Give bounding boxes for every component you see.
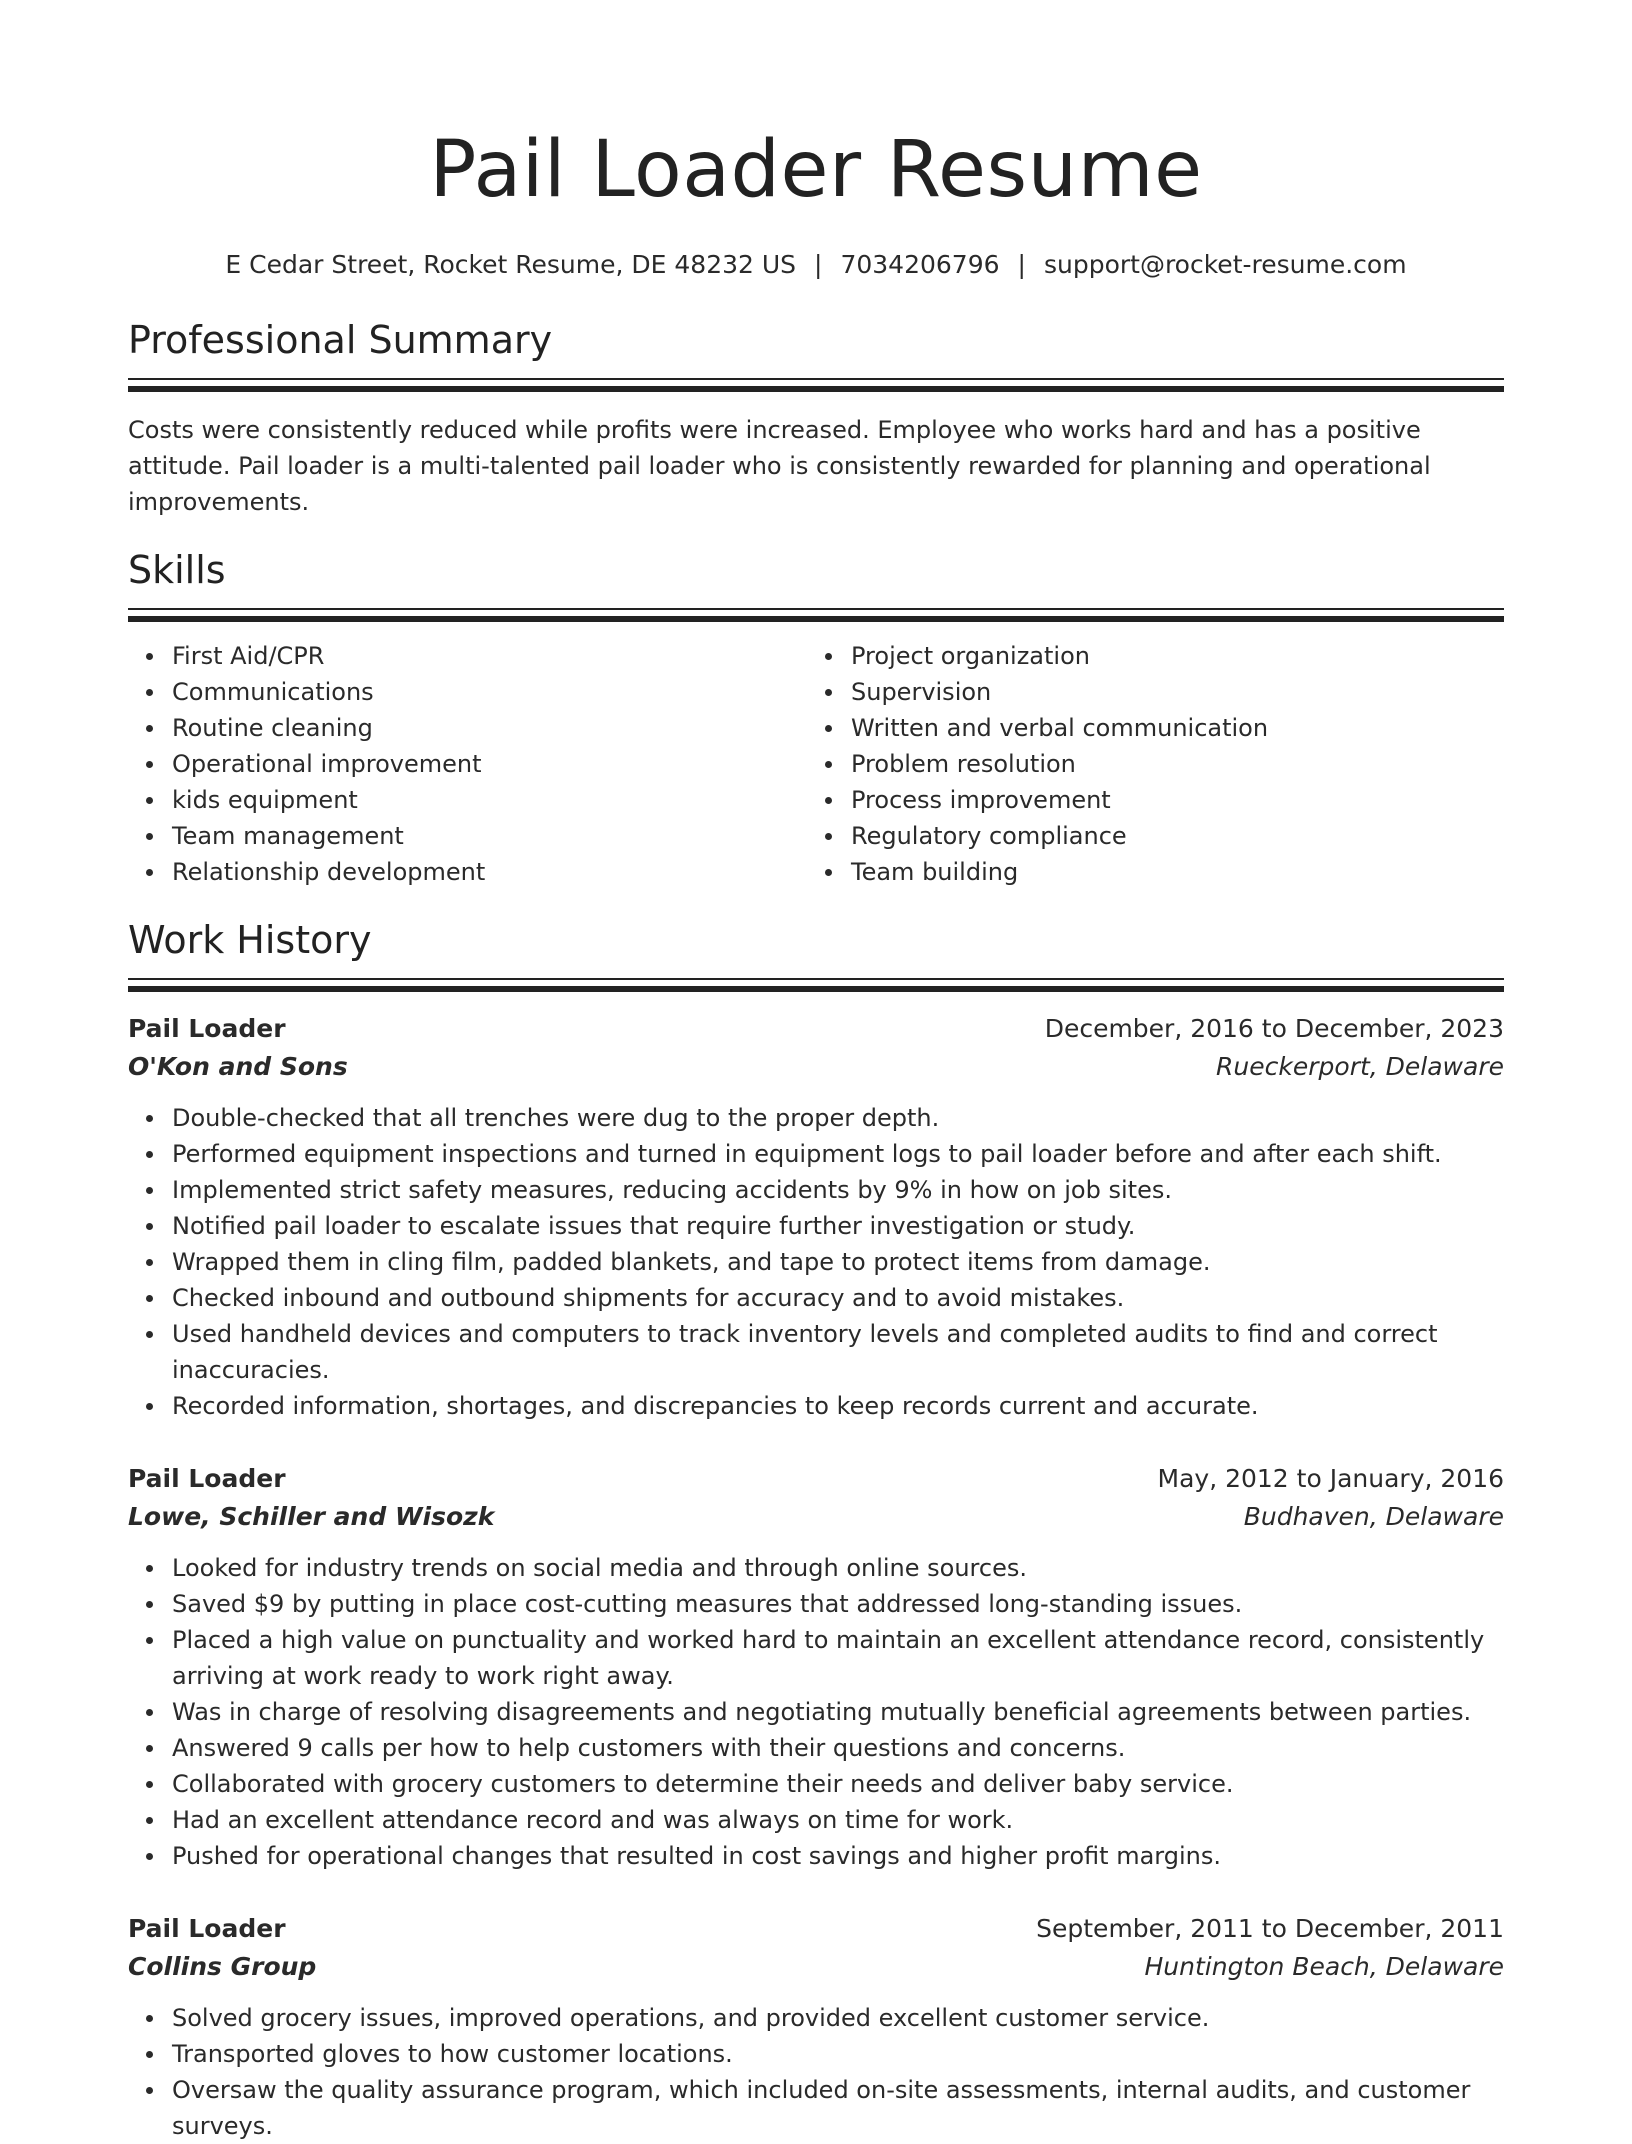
job-title: Pail Loader xyxy=(128,1914,286,1943)
job-bullets xyxy=(128,2000,1504,2144)
contact-line xyxy=(128,248,1504,282)
job-entry xyxy=(128,1460,1504,1874)
job-bullet: Was in charge of resolving disagreements and negotiating mutually beneficial agreements between parties. xyxy=(172,1694,1504,1730)
contact-separator: | xyxy=(1017,250,1026,279)
job-bullet: Answered 9 calls per how to help customers with their questions and concerns. xyxy=(172,1730,1504,1766)
job-dates: May, 2012 to January, 2016 xyxy=(1157,1464,1504,1493)
skills-heading: Skills xyxy=(128,548,226,592)
skill-item: Process improvement xyxy=(851,782,1486,818)
job-header-row xyxy=(128,1460,1504,1498)
job-bullets xyxy=(128,1550,1504,1874)
job-bullet: Placed a high value on punctuality and worked hard to maintain an excellent attendance record, consistently arriving at work ready to work right away. xyxy=(172,1622,1504,1694)
section-divider xyxy=(128,608,1504,622)
skill-item: Operational improvement xyxy=(172,746,807,782)
section-divider xyxy=(128,978,1504,992)
contact-separator: | xyxy=(814,250,823,279)
skill-item: Problem resolution xyxy=(851,746,1486,782)
job-bullet: Solved grocery issues, improved operations, and provided excellent customer service. xyxy=(172,2000,1504,2036)
job-company: O'Kon and Sons xyxy=(128,1052,348,1081)
skills-columns xyxy=(128,638,1504,890)
summary-heading: Professional Summary xyxy=(128,318,553,362)
job-company-row xyxy=(128,1498,1504,1536)
job-bullet: Pushed for operational changes that resulted in cost savings and higher profit margins. xyxy=(172,1838,1504,1874)
skill-item: First Aid/CPR xyxy=(172,638,807,674)
skill-item: Communications xyxy=(172,674,807,710)
skill-item: Regulatory compliance xyxy=(851,818,1486,854)
skills-section xyxy=(128,546,1504,890)
skill-item: Written and verbal communication xyxy=(851,710,1486,746)
job-bullet: Had an excellent attendance record and was always on time for work. xyxy=(172,1802,1504,1838)
skill-item: Relationship development xyxy=(172,854,807,890)
job-bullet: Notified pail loader to escalate issues that require further investigation or study. xyxy=(172,1208,1504,1244)
job-bullet: Transported gloves to how customer locations. xyxy=(172,2036,1504,2072)
job-dates: December, 2016 to December, 2023 xyxy=(1044,1014,1504,1043)
skill-item: Project organization xyxy=(851,638,1486,674)
address-text: E Cedar Street, Rocket Resume, DE 48232 US xyxy=(225,250,797,279)
job-bullet: Recorded information, shortages, and discrepancies to keep records current and accurate. xyxy=(172,1388,1504,1424)
job-company: Lowe, Schiller and Wisozk xyxy=(128,1502,495,1531)
summary-text: Costs were consistently reduced while profits were increased. Employee who works hard and has a positive attitude. Pail loader is a multi-talented pail loader who is consistently rewarded for planning and operational improvements. xyxy=(128,416,1431,516)
skill-item: Team management xyxy=(172,818,807,854)
work-history-heading: Work History xyxy=(128,918,372,962)
job-company-row xyxy=(128,1948,1504,1986)
resume-title: Pail Loader Resume xyxy=(429,125,1203,215)
job-bullet: Implemented strict safety measures, reducing accidents by 9% in how on job sites. xyxy=(172,1172,1504,1208)
skills-list-right xyxy=(807,638,1486,890)
work-history-section xyxy=(128,916,1504,2144)
job-bullet: Wrapped them in cling film, padded blankets, and tape to protect items from damage. xyxy=(172,1244,1504,1280)
job-title: Pail Loader xyxy=(128,1014,286,1043)
email-text: support@rocket-resume.com xyxy=(1043,250,1407,279)
resume-page xyxy=(128,0,1504,2144)
job-entry xyxy=(128,1910,1504,2144)
summary-section xyxy=(128,316,1504,520)
job-company-row xyxy=(128,1048,1504,1086)
skill-item: Routine cleaning xyxy=(172,710,807,746)
job-location: Huntington Beach, Delaware xyxy=(1144,1952,1504,1981)
phone-text: 7034206796 xyxy=(840,250,1000,279)
job-header-row xyxy=(128,1910,1504,1948)
job-bullet: Checked inbound and outbound shipments for accuracy and to avoid mistakes. xyxy=(172,1280,1504,1316)
job-bullet: Saved $9 by putting in place cost-cutting measures that addressed long-standing issues. xyxy=(172,1586,1504,1622)
job-bullet: Collaborated with grocery customers to determine their needs and deliver baby service. xyxy=(172,1766,1504,1802)
skill-item: Team building xyxy=(851,854,1486,890)
job-header-row xyxy=(128,1010,1504,1048)
job-company: Collins Group xyxy=(128,1952,317,1981)
job-title: Pail Loader xyxy=(128,1464,286,1493)
job-bullet: Oversaw the quality assurance program, which included on-site assessments, internal audits, and customer surveys. xyxy=(172,2072,1504,2144)
job-entry xyxy=(128,1010,1504,1424)
job-bullet: Used handheld devices and computers to track inventory levels and completed audits to find and correct inaccuracies. xyxy=(172,1316,1504,1388)
job-bullet: Performed equipment inspections and turned in equipment logs to pail loader before and after each shift. xyxy=(172,1136,1504,1172)
job-location: Rueckerport, Delaware xyxy=(1216,1052,1504,1081)
job-location: Budhaven, Delaware xyxy=(1243,1502,1504,1531)
skills-list-left xyxy=(128,638,807,890)
job-bullet: Looked for industry trends on social media and through online sources. xyxy=(172,1550,1504,1586)
section-divider xyxy=(128,378,1504,392)
job-bullets xyxy=(128,1100,1504,1424)
skill-item: Supervision xyxy=(851,674,1486,710)
job-dates: September, 2011 to December, 2011 xyxy=(1036,1914,1504,1943)
job-bullet: Double-checked that all trenches were dug to the proper depth. xyxy=(172,1100,1504,1136)
skill-item: kids equipment xyxy=(172,782,807,818)
